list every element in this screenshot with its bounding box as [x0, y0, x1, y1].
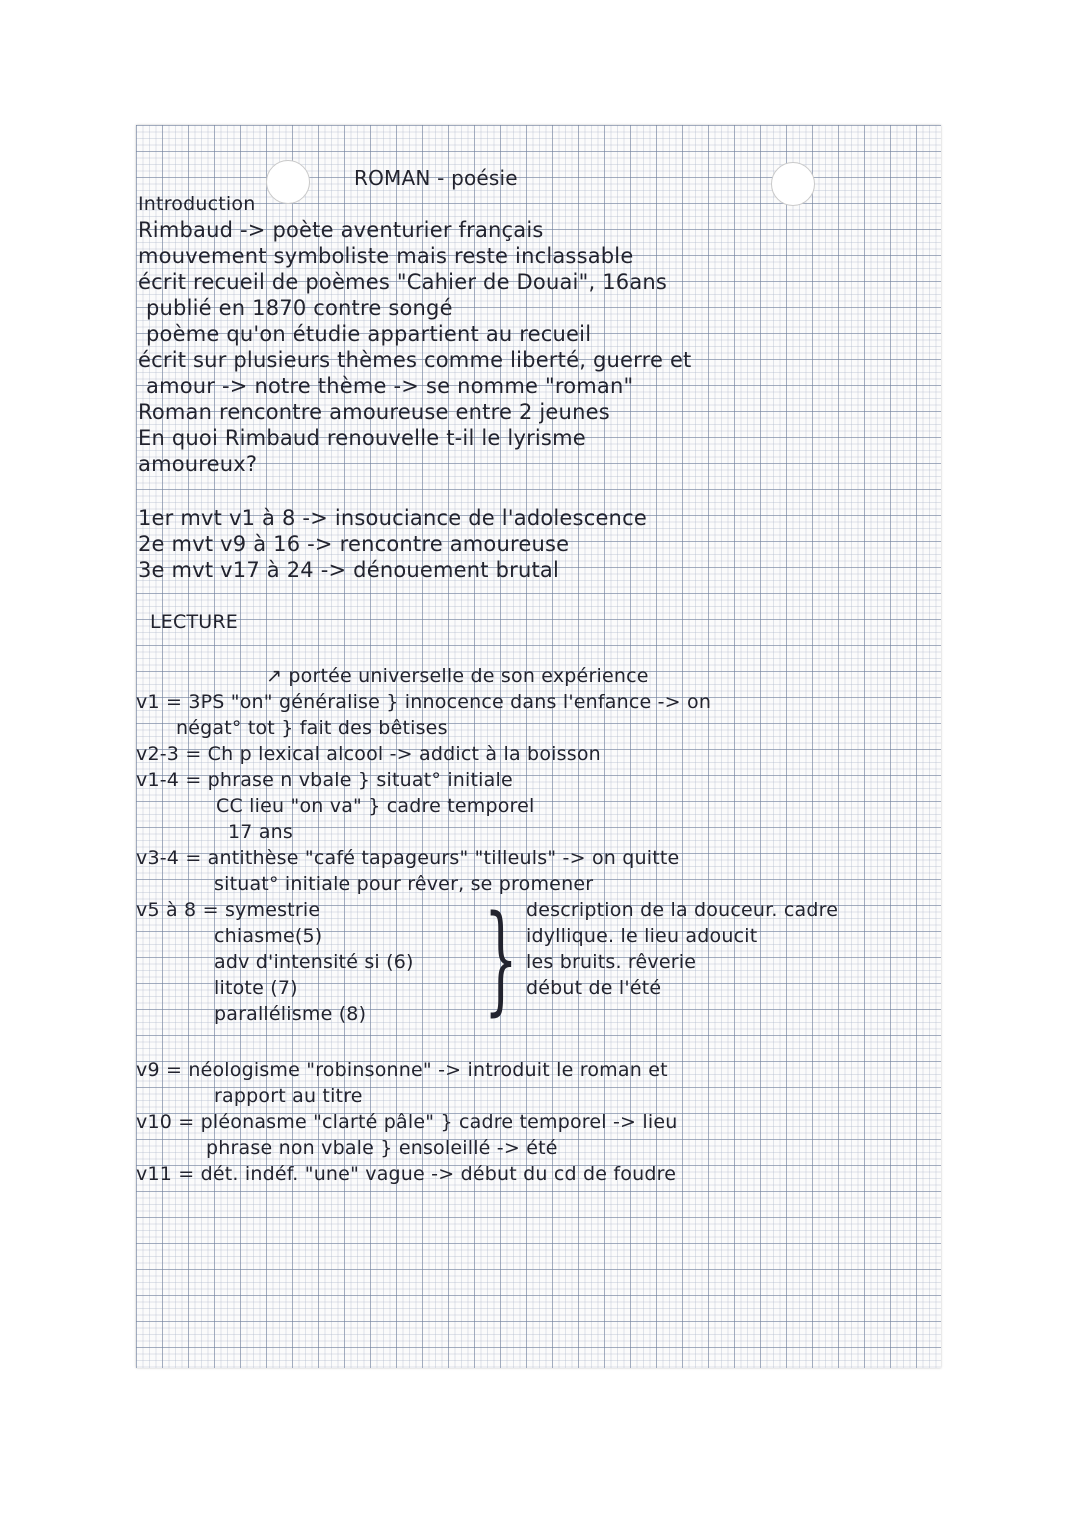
lecture-line: parallélisme (8)	[214, 1003, 367, 1025]
lecture-heading: LECTURE	[150, 611, 238, 633]
intro-line: amour -> notre thème -> se nomme "roman"	[146, 374, 634, 398]
intro-line: publié en 1870 contre songé	[146, 296, 453, 320]
lecture-line: négat° tot } fait des bêtises	[176, 717, 448, 739]
intro-line: En quoi Rimbaud renouvelle t-il le lyrisme	[138, 426, 586, 450]
lecture-line: v11 = dét. indéf. "une" vague -> début du cd de foudre	[136, 1163, 677, 1185]
lecture-line: 17 ans	[228, 821, 294, 843]
brace-symbol: }	[484, 889, 518, 1027]
intro-line: poème qu'on étudie appartient au recueil	[146, 322, 592, 346]
lecture-line: v9 = néologisme "robinsonne" -> introduit le roman et	[136, 1059, 668, 1081]
lecture-line: chiasme(5)	[214, 925, 323, 947]
intro-line: amoureux?	[138, 452, 258, 476]
lecture-line: début de l'été	[526, 977, 662, 999]
movement-line: 3e mvt v17 à 24 -> dénouement brutal	[138, 558, 560, 582]
lecture-line: ↗ portée universelle de son expérience	[266, 665, 649, 687]
lecture-line: rapport au titre	[214, 1085, 363, 1107]
binder-hole-left	[266, 160, 310, 204]
lecture-line: v1-4 = phrase n vbale } situat° initiale	[136, 769, 513, 791]
lecture-line: description de la douceur. cadre	[526, 899, 839, 921]
lecture-line: v1 = 3PS "on" généralise } innocence dans l'enfance -> on	[136, 691, 712, 713]
intro-line: Rimbaud -> poète aventurier français	[138, 218, 544, 242]
lecture-line: CC lieu "on va" } cadre temporel	[216, 795, 535, 817]
binder-hole-right	[771, 162, 815, 206]
lecture-line: les bruits. rêverie	[526, 951, 697, 973]
movement-line: 2e mvt v9 à 16 -> rencontre amoureuse	[138, 532, 570, 556]
intro-line: écrit sur plusieurs thèmes comme liberté, guerre et	[138, 348, 692, 372]
notebook-page	[136, 125, 941, 1368]
lecture-line: v5 à 8 = symestrie	[136, 899, 321, 921]
lecture-line: idyllique. le lieu adoucit	[526, 925, 758, 947]
lecture-line: adv d'intensité si (6)	[214, 951, 414, 973]
lecture-line: v2-3 = Ch p lexical alcool -> addict à la boisson	[136, 743, 601, 765]
intro-line: mouvement symboliste mais reste inclassable	[138, 244, 634, 268]
intro-heading: Introduction	[138, 193, 256, 215]
lecture-line: situat° initiale pour rêver, se promener	[214, 873, 594, 895]
page-title: ROMAN - poésie	[354, 166, 518, 190]
lecture-line: v10 = pléonasme "clarté pâle" } cadre temporel -> lieu	[136, 1111, 678, 1133]
intro-line: écrit recueil de poèmes "Cahier de Douai", 16ans	[138, 270, 668, 294]
intro-line: Roman rencontre amoureuse entre 2 jeunes	[138, 400, 610, 424]
lecture-line: v3-4 = antithèse "café tapageurs" "tilleuls" -> on quitte	[136, 847, 680, 869]
lecture-line: litote (7)	[214, 977, 298, 999]
lecture-line: phrase non vbale } ensoleillé -> été	[206, 1137, 558, 1159]
movement-line: 1er mvt v1 à 8 -> insouciance de l'adolescence	[138, 506, 647, 530]
